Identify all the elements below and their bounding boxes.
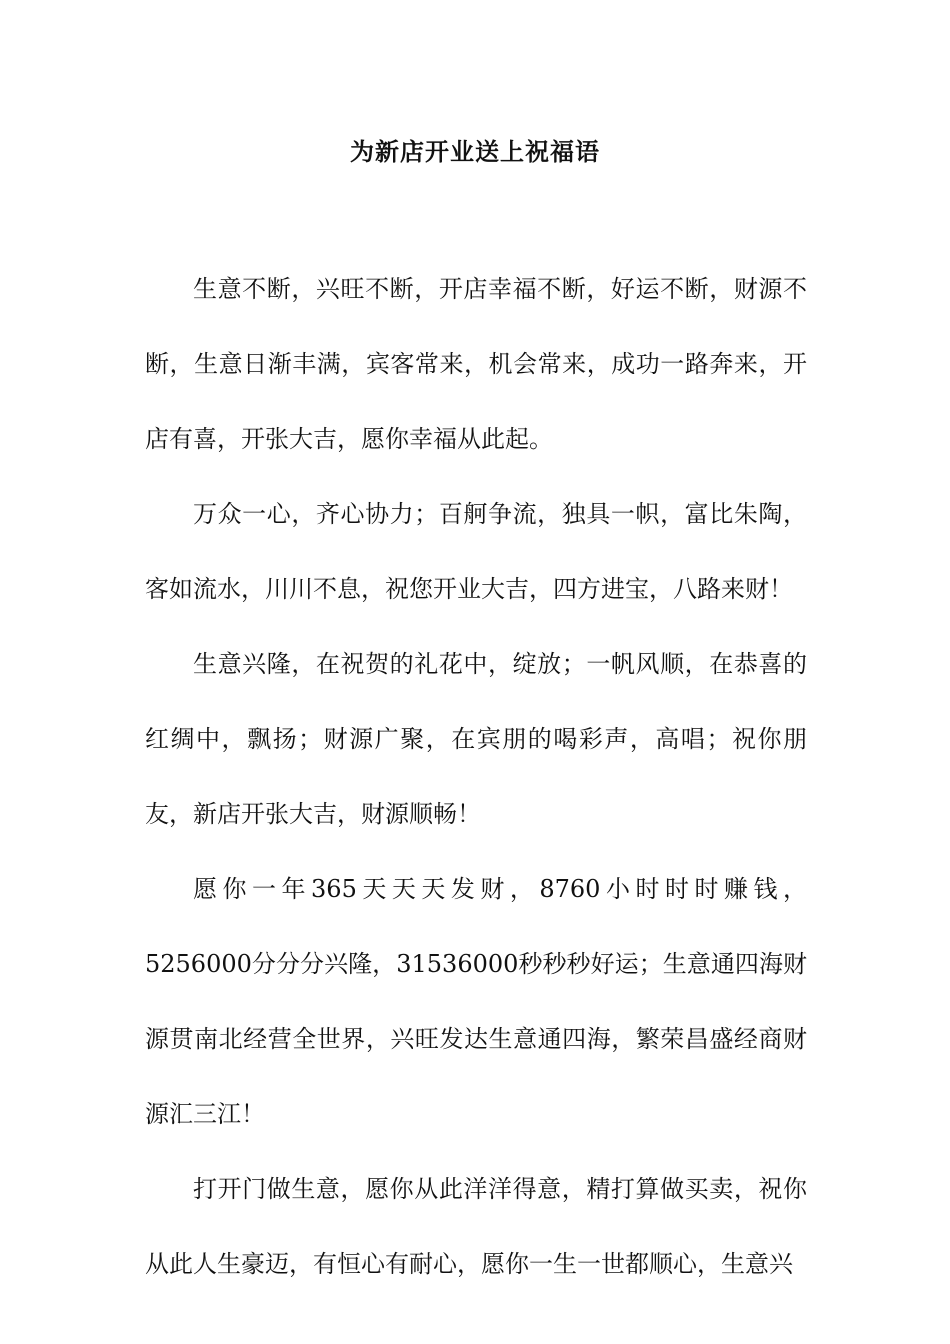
paragraph-5: 打开门做生意，愿你从此洋洋得意，精打算做买卖，祝你从此人生豪迈，有恒心有耐心，愿你一生一世都顺心，生意兴 [145, 1175, 807, 1278]
document-title: 为新店开业送上祝福语 [350, 137, 600, 166]
paragraph-2: 万众一心，齐心协力；百舸争流，独具一帜，富比朱陶，客如流水，川川不息，祝您开业大吉，四方进宝，八路来财！ [145, 500, 807, 603]
document-body [145, 252, 807, 1302]
paragraph-1: 生意不断，兴旺不断，开店幸福不断，好运不断，财源不断，生意日渐丰满，宾客常来，机会常来，成功一路奔来，开店有喜，开张大吉，愿你幸福从此起。 [145, 275, 807, 453]
paragraph-3: 生意兴隆，在祝贺的礼花中，绽放；一帆风顺，在恭喜的红绸中，飘扬；财源广聚，在宾朋的喝彩声，高唱；祝你朋友，新店开张大吉，财源顺畅！ [145, 650, 807, 828]
paragraph-4: 愿你一年365天天天发财，8760小时时时赚钱，5256000分分分兴隆，31536000秒秒秒好运；生意通四海财源贯南北经营全世界，兴旺发达生意通四海，繁荣昌盛经商财源汇三江！ [145, 875, 807, 1128]
